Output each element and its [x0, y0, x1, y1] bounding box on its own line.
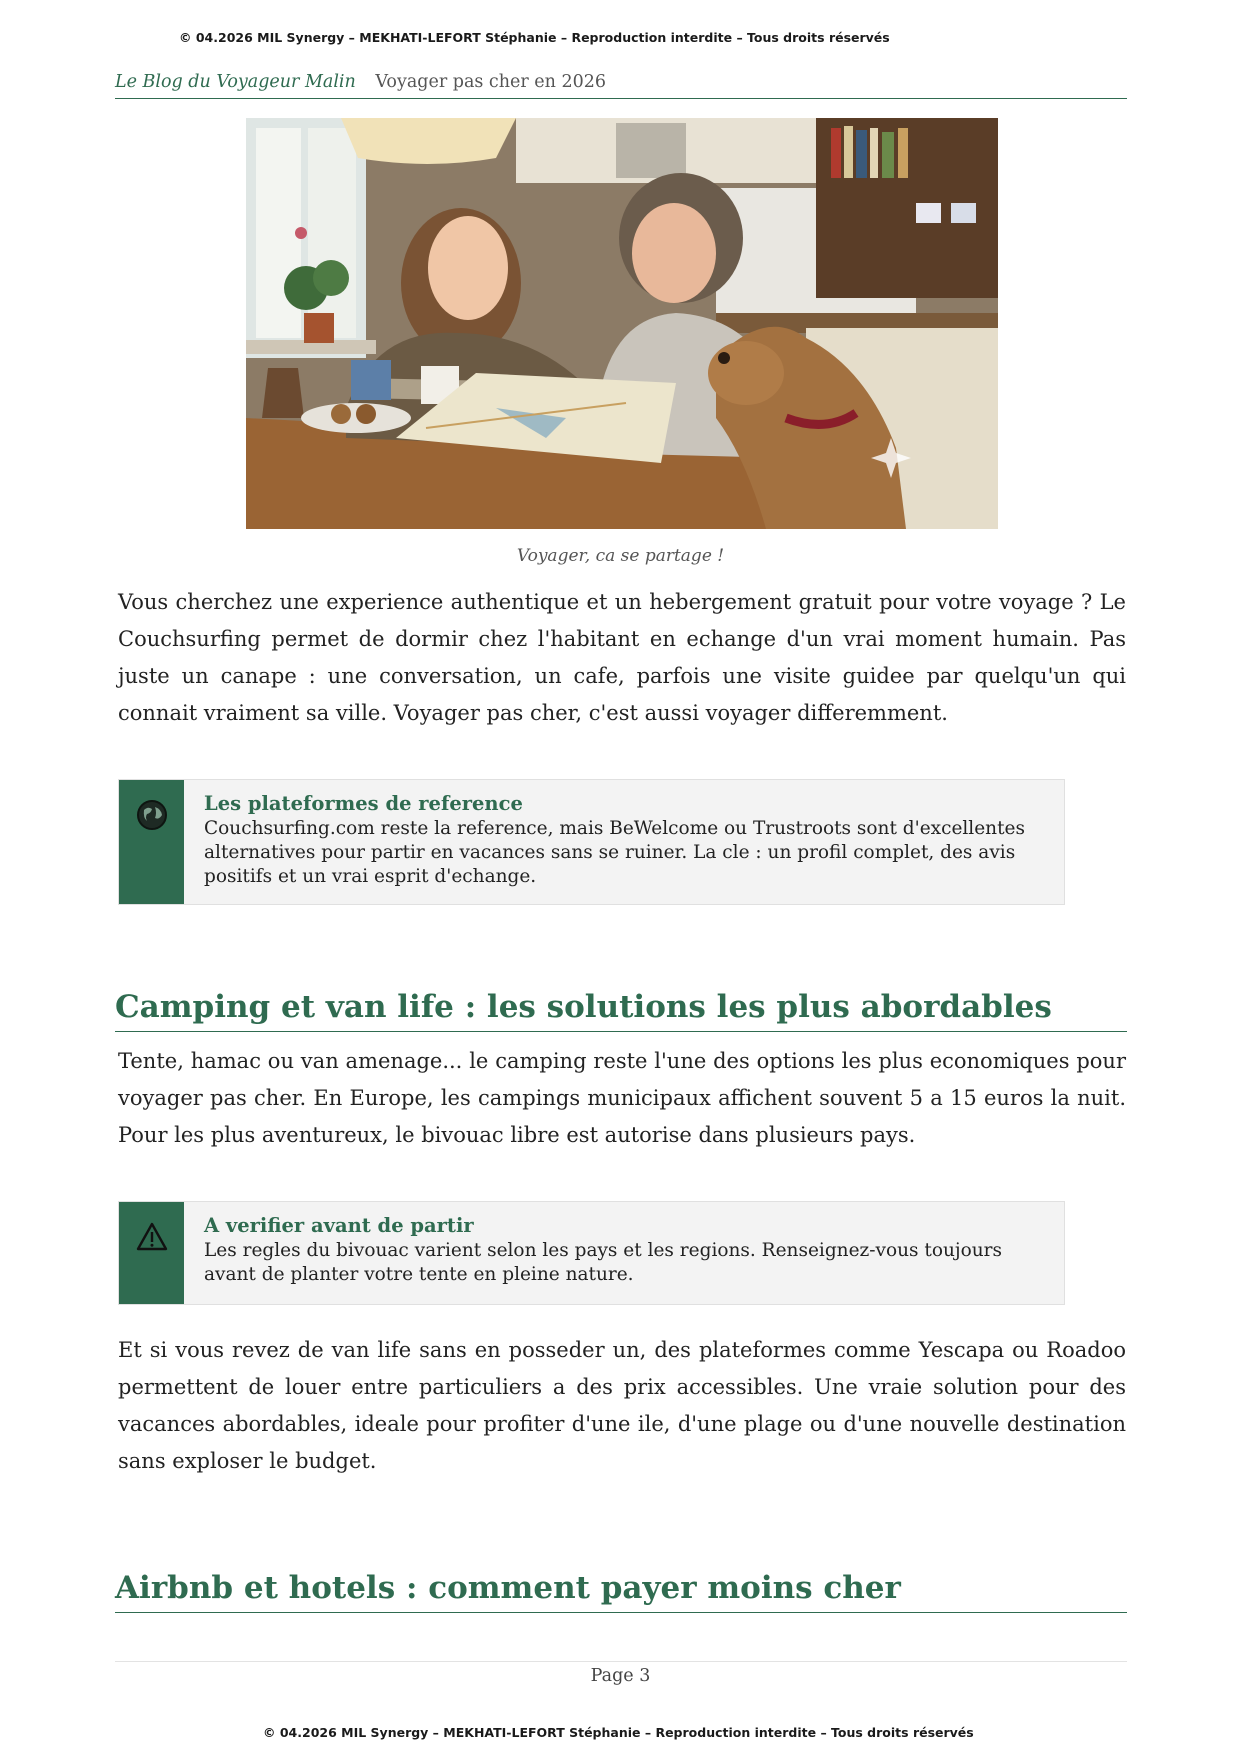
- kitchen-photo: [246, 118, 998, 529]
- blog-name: Le Blog du Voyageur Malin: [115, 72, 356, 92]
- section-heading-camping: Camping et van life : les solutions les plus abordables: [115, 987, 1127, 1032]
- callout-title: Les plateformes de reference: [204, 792, 523, 815]
- vanlife-paragraph: Et si vous revez de van life sans en posseder un, des plateformes comme Yescapa ou Roadoo permettent de louer entre particuliers a des prix accessibles. Une vraie solution pour des vacances abordables, ideale pour profiter d'une ile, d'une plage ou d'une nouvelle destination sans exploser le budget.: [118, 1338, 1126, 1473]
- warning-icon: [135, 1220, 169, 1254]
- callout-warning: [118, 1201, 1065, 1305]
- running-header: [115, 72, 1127, 99]
- globe-icon: [135, 798, 169, 832]
- callout-accent-bar: [119, 1202, 184, 1304]
- header-subtitle: Voyager pas cher en 2026: [375, 72, 607, 92]
- figure-caption: Voyager, ca se partage !: [516, 546, 725, 566]
- callout-accent-bar: [119, 780, 184, 904]
- page-number: Page 3: [590, 1666, 651, 1686]
- callout-text: Couchsurfing.com reste la reference, mais BeWelcome ou Trustroots sont d'excellentes alternatives pour partir en vacances sans se ruiner. La cle : un profil complet, des avis positifs et un vrai esprit d'echange.: [204, 818, 1025, 887]
- callout-text: Les regles du bivouac varient selon les pays et les regions. Renseignez-vous toujours avant de planter votre tente en pleine nature.: [204, 1240, 1003, 1285]
- footer-divider: [115, 1661, 1127, 1662]
- callout-title: A verifier avant de partir: [204, 1214, 474, 1237]
- callout-platforms: [118, 779, 1065, 905]
- intro-paragraph: Vous cherchez une experience authentique et un hebergement gratuit pour votre voyage ? Le Couchsurfing permet de dormir chez l'habitant en echange d'un vrai moment humain. Pas juste un canape : une conversation, un cafe, parfois une visite guidee par quelqu'un qui connait vraiment sa ville. Voyager pas cher, c'est aussi voyager differemment.: [118, 590, 1126, 725]
- section-heading-airbnb: Airbnb et hotels : comment payer moins cher: [115, 1568, 1127, 1613]
- copyright-notice-top: © 04.2026 MIL Synergy – MEKHATI-LEFORT Stéphanie – Reproduction interdite – Tous droits réservés: [179, 30, 890, 45]
- copyright-notice-bottom: © 04.2026 MIL Synergy – MEKHATI-LEFORT Stéphanie – Reproduction interdite – Tous droits réservés: [263, 1725, 974, 1740]
- camping-paragraph: Tente, hamac ou van amenage... le camping reste l'une des options les plus economiques pour voyager pas cher. En Europe, les campings municipaux affichent souvent 5 a 15 euros la nuit. Pour les plus aventureux, le bivouac libre est autorise dans plusieurs pays.: [118, 1049, 1126, 1147]
